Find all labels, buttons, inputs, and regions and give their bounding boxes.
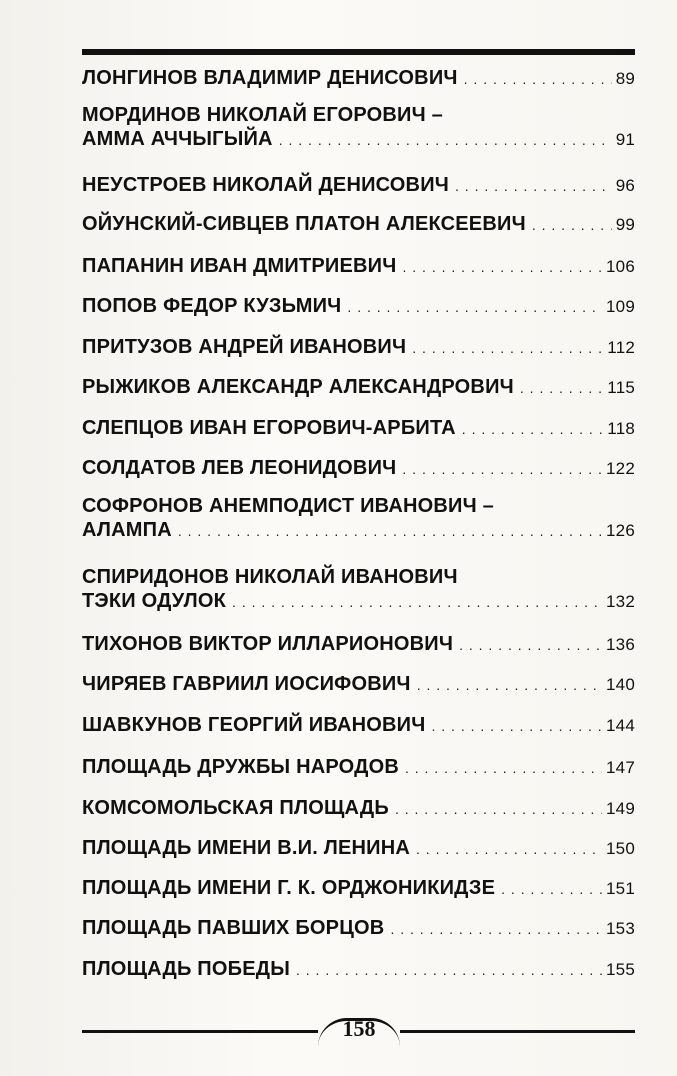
toc-entry <box>82 66 635 91</box>
dot-leader <box>178 519 602 543</box>
toc-entry-page: 89 <box>615 69 635 88</box>
toc-entry-page: 109 <box>606 297 635 316</box>
toc-entry <box>82 755 635 780</box>
toc-entry-title: ПЛОЩАДЬ ДРУЖБЫ НАРОДОВ <box>82 756 399 778</box>
toc-entry <box>82 375 635 400</box>
toc-entry-title: АММА АЧЧЫГЫЙА <box>82 128 273 150</box>
toc-entry-title: РЫЖИКОВ АЛЕКСАНДР АЛЕКСАНДРОВИЧ <box>82 376 514 398</box>
dot-leader <box>501 877 602 901</box>
toc-entry <box>82 565 635 614</box>
toc-entry-title: СОЛДАТОВ ЛЕВ ЛЕОНИДОВИЧ <box>82 457 397 479</box>
toc-entry-page: 115 <box>607 378 635 397</box>
toc-entry-page: 136 <box>606 635 635 654</box>
page-number: 158 <box>342 1016 376 1041</box>
toc-entry-title: СЛЕПЦОВ ИВАН ЕГОРОВИЧ-АРБИТА <box>82 417 456 439</box>
dot-leader <box>232 590 602 614</box>
toc-entry-title: ПАПАНИН ИВАН ДМИТРИЕВИЧ <box>82 255 397 277</box>
toc-entry-title: ОЙУНСКИЙ-СИВЦЕВ ПЛАТОН АЛЕКСЕЕВИЧ <box>82 213 526 235</box>
toc-entry-title: ЧИРЯЕВ ГАВРИИЛ ИОСИФОВИЧ <box>82 673 411 695</box>
toc-entry <box>82 254 635 279</box>
toc-entry-title: ПЛОЩАДЬ ИМЕНИ В.И. ЛЕНИНА <box>82 837 411 859</box>
toc-entry-page: 132 <box>606 592 635 611</box>
toc-entry-page: 126 <box>606 521 635 540</box>
toc-entry <box>82 173 635 198</box>
dot-leader <box>279 128 612 152</box>
toc-entry <box>82 836 635 861</box>
toc-entry-page: 144 <box>606 716 635 735</box>
dot-leader <box>390 917 602 941</box>
toc-entry-page: 147 <box>606 758 635 777</box>
toc-entry <box>82 294 635 319</box>
dot-leader <box>416 837 602 861</box>
dot-leader <box>532 213 612 237</box>
toc-entry-page: 153 <box>606 919 635 938</box>
footer-rule-right <box>400 1030 635 1033</box>
dot-leader <box>459 633 602 657</box>
toc-entry <box>82 103 635 152</box>
dot-leader <box>402 255 602 279</box>
toc-entry-page: 155 <box>606 960 635 979</box>
dot-leader <box>464 67 612 91</box>
page-footer <box>82 1010 635 1050</box>
toc-entry-page: 140 <box>606 675 635 694</box>
toc-entry-title-line1: СОФРОНОВ АНЕМПОДИСТ ИВАНОВИЧ – <box>82 495 494 517</box>
toc-entry-title-line1: СПИРИДОНОВ НИКОЛАЙ ИВАНОВИЧ <box>82 566 458 588</box>
toc-entry-title: ЛОНГИНОВ ВЛАДИМИР ДЕНИСОВИЧ <box>82 67 458 89</box>
toc-entry-title: ТИХОНОВ ВИКТОР ИЛЛАРИОНОВИЧ <box>82 633 454 655</box>
dot-leader <box>432 714 603 738</box>
dot-leader <box>395 797 602 821</box>
toc-entry-page: 151 <box>606 879 635 898</box>
toc-entry-title-line1: МОРДИНОВ НИКОЛАЙ ЕГОРОВИЧ – <box>82 104 443 126</box>
dot-leader <box>405 756 602 780</box>
toc-entry-page: 149 <box>606 799 635 818</box>
toc-entry <box>82 957 635 982</box>
dot-leader <box>417 673 602 697</box>
toc-entry-title: НЕУСТРОЕВ НИКОЛАЙ ДЕНИСОВИЧ <box>82 174 450 196</box>
toc-entry <box>82 632 635 657</box>
toc-entry-page: 150 <box>606 839 635 858</box>
dot-leader <box>296 958 602 982</box>
toc-entry <box>82 416 635 441</box>
toc-entry <box>82 212 635 237</box>
toc-entry-title: ШАВКУНОВ ГЕОРГИЙ ИВАНОВИЧ <box>82 714 426 736</box>
toc-entry <box>82 916 635 941</box>
footer-rule-left <box>82 1030 318 1033</box>
toc-entry-page: 96 <box>615 176 635 195</box>
toc-entry-page: 106 <box>606 257 635 276</box>
dot-leader <box>462 417 604 441</box>
toc-entry-title: ПОПОВ ФЕДОР КУЗЬМИЧ <box>82 295 342 317</box>
toc-entry-page: 91 <box>615 130 635 149</box>
dot-leader <box>412 336 603 360</box>
toc-entry <box>82 713 635 738</box>
toc-entry <box>82 672 635 697</box>
dot-leader <box>455 174 612 198</box>
toc-entry-page: 99 <box>615 215 635 234</box>
toc-entry-title: ПЛОЩАДЬ ПАВШИХ БОРЦОВ <box>82 917 385 939</box>
toc-entry <box>82 335 635 360</box>
toc-entry <box>82 494 635 543</box>
toc-entry-title: ПРИТУЗОВ АНДРЕЙ ИВАНОВИЧ <box>82 336 407 358</box>
dot-leader <box>520 376 603 400</box>
toc-entry-page: 112 <box>607 338 635 357</box>
toc-entry-page: 122 <box>606 459 635 478</box>
toc-entry-title: КОМСОМОЛЬСКАЯ ПЛОЩАДЬ <box>82 797 389 819</box>
dot-leader <box>347 295 602 319</box>
dot-leader <box>402 457 602 481</box>
toc-entry-title: ПЛОЩАДЬ ПОБЕДЫ <box>82 958 290 980</box>
toc-entry-title: ТЭКИ ОДУЛОК <box>82 590 227 612</box>
toc-entry <box>82 796 635 821</box>
toc-entry <box>82 876 635 901</box>
toc-entry-title: ПЛОЩАДЬ ИМЕНИ Г. К. ОРДЖОНИКИДЗЕ <box>82 877 496 899</box>
toc-entry-title: АЛАМПА <box>82 519 172 541</box>
toc-entry <box>82 456 635 481</box>
toc-entry-page: 118 <box>607 419 635 438</box>
